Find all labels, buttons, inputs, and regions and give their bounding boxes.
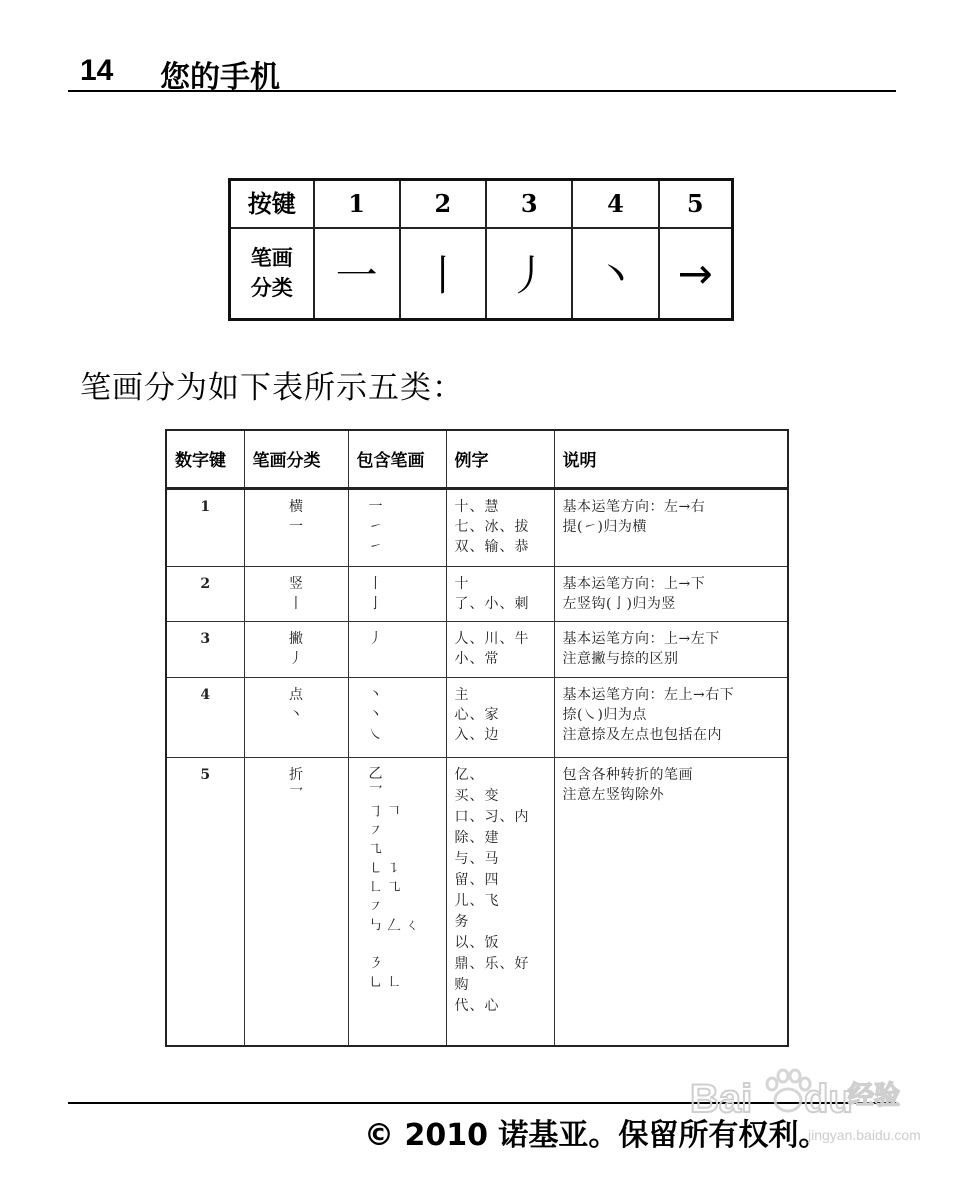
stroke-dian (572, 228, 658, 320)
table-row (166, 566, 788, 621)
stroke-row-label (230, 228, 314, 320)
row-category: 竖 丨 (244, 566, 348, 621)
row-notes: 基本运笔方向：左→右 提(㇀)归为横 (554, 488, 788, 566)
row-examples: 十、慧 七、冰、拔 双、输、恭 (446, 488, 554, 566)
watermark-brand-du: du (804, 1077, 853, 1121)
row-category: 点 丶 (244, 677, 348, 757)
header-included-strokes: 包含笔画 (348, 430, 446, 488)
row-key: 5 (166, 757, 244, 1046)
table-row (166, 488, 788, 566)
row-examples: 主 心、家 入、边 (446, 677, 554, 757)
table-row (166, 621, 788, 677)
header-examples: 例字 (446, 430, 554, 488)
row-examples: 十 了、小、刺 (446, 566, 554, 621)
watermark-product: 经验 (848, 1081, 901, 1111)
stroke-zhe (659, 228, 733, 320)
stroke-pie (486, 228, 572, 320)
row-examples: 亿、 买、变 口、习、内 除、建 与、马 留、四 儿、飞 务 以、饭 鼎、乐、好 购 代、心 (446, 757, 554, 1046)
row-key: 2 (166, 566, 244, 621)
row-category: 横 一 (244, 488, 348, 566)
table-row (166, 757, 788, 1046)
stroke-glyph-5: → (677, 248, 713, 298)
row-strokes: 丨 亅 (348, 566, 446, 621)
stroke-row (230, 228, 733, 320)
row-key: 4 (166, 677, 244, 757)
key-stroke-table (228, 178, 734, 321)
row-notes: 基本运笔方向：左上→右下 捺(㇏)归为点 注意捺及左点也包括在内 (554, 677, 788, 757)
stroke-row-label-line1: 笔画 (250, 245, 293, 271)
header-number-key: 数字键 (166, 430, 244, 488)
key-row-label: 按键 (230, 180, 314, 228)
row-strokes: 乙 乛 ㇆ 𠃍 ㇇ ㇈ ㇄ ㇊ ㇗ ㇈ ㇇ ㇉ 𠃋 ㄑ ㇋ ㇟ ㇗ (348, 757, 446, 1046)
table-header-row (166, 430, 788, 488)
watermark-url: jingyan.baidu.com (808, 1127, 921, 1143)
row-examples: 人、川、牛 小、常 (446, 621, 554, 677)
key-3: 3 (486, 180, 572, 228)
header-notes: 说明 (554, 430, 788, 488)
stroke-shu (400, 228, 486, 320)
stroke-detail-table (165, 429, 789, 1047)
stroke-row-label-line2: 分类 (250, 275, 293, 301)
page-header (68, 48, 896, 95)
page-number: 14 (80, 54, 114, 87)
key-5: 5 (659, 180, 733, 228)
row-notes: 基本运笔方向：上→左下 注意撇与捺的区别 (554, 621, 788, 677)
table-row (166, 677, 788, 757)
stroke-glyph-4: 丶 (594, 251, 637, 301)
stroke-glyph-3: 丿 (508, 251, 551, 301)
key-4: 4 (572, 180, 658, 228)
chapter-title: 您的手机 (160, 60, 280, 95)
row-strokes: 丿 (348, 621, 446, 677)
intro-text: 笔画分为如下表所示五类： (80, 370, 464, 406)
baidu-jingyan-watermark (688, 1048, 921, 1144)
key-2: 2 (400, 180, 486, 228)
row-key: 3 (166, 621, 244, 677)
header-stroke-class: 笔画分类 (244, 430, 348, 488)
row-category: 折 乛 (244, 757, 348, 1046)
row-key: 1 (166, 488, 244, 566)
row-notes: 包含各种转折的笔画 注意左竖钩除外 (554, 757, 788, 1046)
stroke-glyph-1: 一 (335, 251, 378, 301)
row-notes: 基本运笔方向：上→下 左竖钩(亅)归为竖 (554, 566, 788, 621)
key-1: 1 (314, 180, 400, 228)
key-row (230, 180, 733, 228)
row-strokes: 丶 丶 ㇏ (348, 677, 446, 757)
row-strokes: 一 ㇀ ㇀ (348, 488, 446, 566)
watermark-brand: Bai (690, 1077, 753, 1121)
stroke-heng (314, 228, 400, 320)
stroke-glyph-2: 丨 (421, 251, 464, 301)
copyright-text: © 2010 诺基亚。保留所有权利。 (364, 1118, 829, 1153)
row-category: 撇 丿 (244, 621, 348, 677)
